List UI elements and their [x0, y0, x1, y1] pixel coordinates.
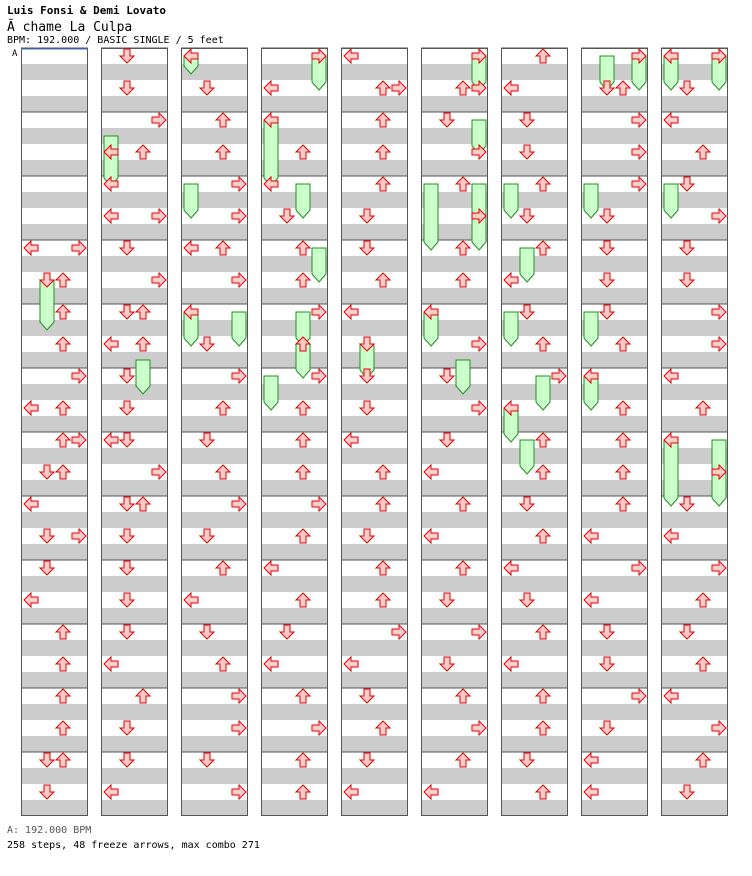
freeze-arrow: [456, 360, 470, 394]
freeze-arrow: [296, 184, 310, 218]
freeze-arrow: [504, 312, 518, 346]
freeze-arrow: [584, 184, 598, 218]
freeze-arrow: [136, 360, 150, 394]
chart-column: [581, 48, 648, 816]
chart-column: [181, 48, 248, 816]
artist-name: Luis Fonsi & Demi Lovato: [7, 4, 166, 17]
freeze-arrow: [504, 184, 518, 218]
chart-column: [341, 48, 408, 816]
freeze-arrow: [664, 184, 678, 218]
freeze-arrow: [424, 184, 438, 250]
song-title: Ã chame La Culpa: [7, 20, 133, 35]
bpm-footer: A: 192.000 BPM: [7, 825, 92, 836]
freeze-arrow: [264, 376, 278, 410]
freeze-arrow: [520, 248, 534, 282]
freeze-arrow: [312, 248, 326, 282]
freeze-arrow: [232, 312, 246, 346]
chart-stats: 258 steps, 48 freeze arrows, max combo 271: [7, 840, 260, 851]
chart-meta: BPM: 192.000 / BASIC SINGLE / 5 feet: [7, 35, 224, 46]
freeze-arrow: [536, 376, 550, 410]
chart-column: [21, 48, 88, 816]
chart-column: [421, 48, 488, 816]
section-label: A: [12, 49, 18, 59]
freeze-arrow: [520, 440, 534, 474]
freeze-arrow: [184, 184, 198, 218]
freeze-arrow: [264, 120, 278, 186]
freeze-arrow: [584, 312, 598, 346]
freeze-arrow: [664, 440, 678, 506]
